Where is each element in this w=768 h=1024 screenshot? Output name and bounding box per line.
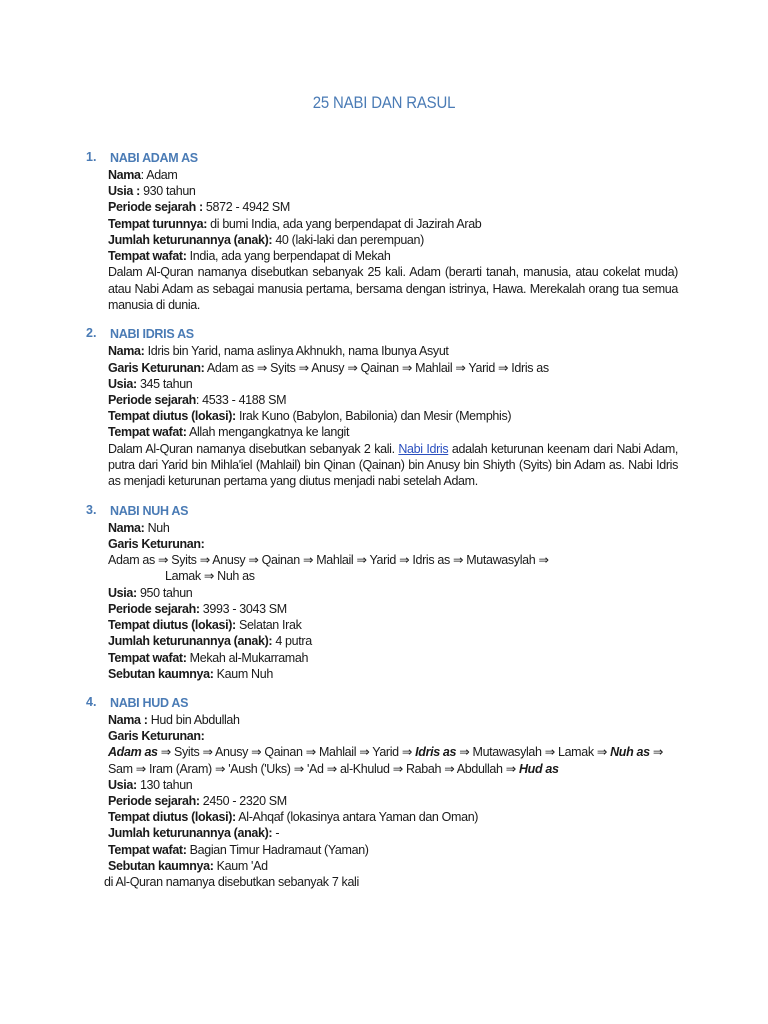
field-value: 930 tahun: [139, 184, 196, 199]
field-tempat-turun: [108, 216, 678, 232]
section-heading: NABI NUH AS: [110, 503, 189, 518]
field-tempat-wafat: [108, 424, 678, 440]
field-value: Idris bin Yarid, nama aslinya Akhnukh, nama Ibunya Asyut: [144, 344, 449, 359]
field-label: Nama:: [108, 520, 145, 535]
field-label: Nama: [108, 168, 141, 182]
field-value: : Adam: [140, 168, 178, 182]
field-label: Garis Keturunan:: [108, 360, 205, 375]
field-value: 345 tahun: [136, 376, 193, 391]
field-tempat-diutus: [108, 408, 678, 424]
field-value: Selatan Irak: [235, 618, 302, 633]
section-adam: [0, 150, 768, 313]
field-label: Periode sejarah:: [108, 601, 200, 616]
field-value: 3993 - 3043 SM: [199, 601, 287, 616]
nabi-idris-link[interactable]: Nabi Idris: [398, 441, 449, 456]
field-nama: [108, 712, 678, 728]
section-number: 3.: [86, 502, 97, 517]
lineage-line: Adam as ⇒ Syits ⇒ Anusy ⇒ Qainan ⇒ Mahlail ⇒ Yarid ⇒ Idris as ⇒ Mutawasylah ⇒: [108, 553, 549, 568]
field-label: Tempat wafat:: [108, 842, 187, 857]
field-value: 5872 - 4942 SM: [202, 200, 290, 215]
field-label: Garis Keturunan:: [108, 537, 205, 552]
field-label: Garis Keturunan:: [108, 729, 205, 744]
page-title: 25 NABI DAN RASUL: [312, 93, 456, 112]
field-label: Usia:: [108, 585, 137, 600]
field-nama: [108, 343, 678, 359]
field-label: Jumlah keturunannya (anak):: [108, 232, 273, 247]
field-label: Sebutan kaumnya:: [108, 666, 214, 681]
section-number: 1.: [86, 150, 97, 164]
field-label: Periode sejarah:: [108, 793, 200, 808]
field-label: Nama :: [108, 712, 148, 727]
section-idris: [0, 326, 768, 489]
field-label: Jumlah keturunannya (anak):: [108, 634, 273, 649]
lineage-text: ⇒ Mutawasylah ⇒ Lamak ⇒: [456, 745, 611, 760]
field-garis-keturunan: [108, 728, 678, 744]
field-value: Adam as ⇒ Syits ⇒ Anusy ⇒ Qainan ⇒ Mahlail ⇒ Yarid ⇒ Idris as: [204, 360, 549, 375]
field-value: Kaum Nuh: [213, 666, 273, 681]
paragraph-text: adalah keturunan keenam dari Nabi Adam, putra dari Yarid bin Mihla'iel (Mahlail) bin Qinan (Qainan) bin Anusy bin Shiyth (Syits) bin Adam as. Nabi Idris as menjadi keturunan pertama yang diutus menjadi nabi setelah Adam.: [108, 441, 678, 489]
field-label: Jumlah keturunannya (anak):: [108, 826, 273, 841]
field-value: 2450 - 2320 SM: [199, 793, 287, 808]
section-heading: NABI ADAM AS: [110, 151, 198, 165]
field-periode: [108, 199, 678, 215]
paragraph-text: Dalam Al-Quran namanya disebutkan sebanyak 2 kali.: [108, 441, 399, 456]
field-garis-keturunan: [108, 360, 678, 376]
field-periode: [108, 793, 678, 809]
section-heading: NABI IDRIS AS: [110, 327, 194, 342]
field-garis-keturunan: [108, 536, 678, 552]
field-label: Tempat wafat:: [108, 249, 187, 264]
field-label: Tempat turunnya:: [108, 216, 208, 231]
field-value: Allah mengangkatnya ke langit: [186, 425, 350, 440]
section-nuh: [0, 503, 768, 682]
field-sebutan-kaum: [108, 666, 678, 682]
field-usia: [108, 777, 678, 793]
field-nama: [108, 167, 678, 183]
field-usia: [108, 585, 678, 601]
lineage-emphasis: Nuh as: [610, 745, 650, 760]
lineage-emphasis: Adam as: [108, 745, 158, 760]
field-tempat-diutus: [108, 617, 678, 633]
field-value: 40 (laki-laki dan perempuan): [272, 232, 424, 247]
lineage-line: [108, 761, 678, 777]
field-jumlah-keturunan: [108, 825, 678, 841]
field-tempat-diutus: [108, 809, 678, 825]
field-value: Nuh: [144, 520, 170, 535]
field-periode: [108, 392, 678, 408]
field-sebutan-kaum: [108, 858, 678, 874]
field-value: Mekah al-Mukarramah: [186, 650, 309, 665]
field-value: 130 tahun: [136, 777, 193, 792]
field-value: Irak Kuno (Babylon, Babilonia) dan Mesir (Memphis): [235, 409, 512, 424]
section-paragraph: Dalam Al-Quran namanya disebutkan sebanyak 25 kali. Adam (berarti tanah, manusia, atau cokelat muda) atau Nabi Adam as sebagai manusia pertama, bersama dengan istrinya, Hawa. Merekalah orang tua semua manusia di dunia.: [108, 265, 678, 313]
field-value: Al-Ahqaf (lokasinya antara Yaman dan Oman): [235, 810, 479, 825]
field-label: Usia:: [108, 777, 137, 792]
field-tempat-wafat: [108, 842, 678, 858]
field-label: Tempat wafat:: [108, 650, 187, 665]
lineage-emphasis: Idris as: [415, 745, 457, 760]
field-tempat-wafat: [108, 650, 678, 666]
lineage-text: Sam ⇒ Iram (Aram) ⇒ 'Aush ('Uks) ⇒ 'Ad ⇒ al-Khulud ⇒ Rabah ⇒ Abdullah ⇒: [108, 761, 519, 776]
field-label: Usia:: [108, 376, 137, 391]
field-value: 950 tahun: [136, 585, 193, 600]
field-usia: [108, 183, 678, 199]
field-value: -: [272, 826, 280, 841]
field-label: Tempat diutus (lokasi):: [108, 810, 236, 825]
section-number: 2.: [86, 326, 97, 341]
section-heading: NABI HUD AS: [110, 695, 189, 710]
field-value: Bagian Timur Hadramaut (Yaman): [186, 842, 369, 857]
field-usia: [108, 376, 678, 392]
field-value: India, ada yang berpendapat di Mekah: [186, 249, 391, 264]
closing-note: di Al-Quran namanya disebutkan sebanyak 7 kali: [104, 874, 359, 889]
field-value: Hud bin Abdullah: [147, 712, 240, 727]
field-label: Tempat diutus (lokasi):: [108, 409, 236, 424]
field-jumlah-keturunan: [108, 633, 678, 649]
field-value: 4 putra: [272, 634, 312, 649]
lineage-emphasis: Hud as: [518, 761, 559, 776]
lineage-text: ⇒: [649, 745, 663, 760]
section-number: 4.: [86, 694, 97, 709]
lineage-line: Lamak ⇒ Nuh as: [165, 569, 255, 584]
field-label: Nama:: [108, 344, 145, 359]
field-label: Periode sejarah: [108, 393, 196, 408]
section-paragraph: [108, 441, 678, 490]
lineage-line: [108, 744, 678, 760]
field-label: Tempat wafat:: [108, 425, 187, 440]
field-label: Sebutan kaumnya:: [108, 858, 214, 873]
field-tempat-wafat: [108, 248, 678, 264]
field-value: di bumi India, ada yang berpendapat di Jazirah Arab: [207, 216, 482, 231]
field-label: Usia :: [108, 184, 140, 199]
lineage-text: ⇒ Syits ⇒ Anusy ⇒ Qainan ⇒ Mahlail ⇒ Yarid ⇒: [157, 745, 416, 760]
content: [0, 150, 768, 903]
field-value: Kaum 'Ad: [213, 858, 268, 873]
section-hud: [0, 695, 768, 890]
field-jumlah-keturunan: [108, 232, 678, 248]
field-nama: [108, 520, 678, 536]
field-value: : 4533 - 4188 SM: [195, 393, 287, 408]
field-label: Periode sejarah :: [108, 200, 203, 215]
field-label: Tempat diutus (lokasi):: [108, 618, 236, 633]
field-periode: [108, 601, 678, 617]
